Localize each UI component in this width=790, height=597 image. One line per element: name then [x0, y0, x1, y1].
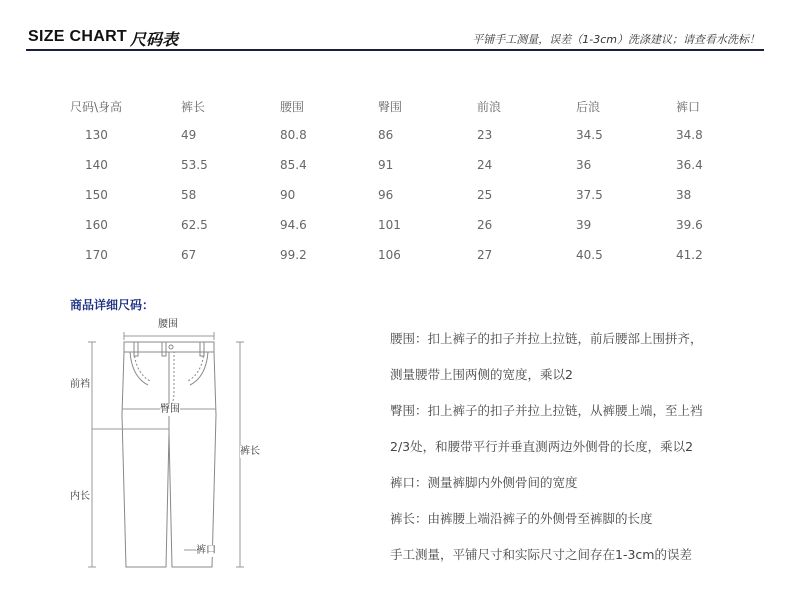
- length-label: 裤长: [240, 446, 260, 457]
- measurement-descriptions: [390, 330, 703, 582]
- table-cell: 26: [477, 218, 493, 232]
- detail-size-heading: 商品详细尺码：: [70, 298, 155, 312]
- pants-illustration: [68, 315, 268, 577]
- column-header: 后浪: [576, 99, 601, 114]
- column-header: 腰围: [280, 99, 305, 114]
- table-cell: 130: [85, 128, 108, 142]
- table-cell: 91: [378, 158, 394, 172]
- table-cell: 24: [477, 158, 493, 172]
- size-table: [70, 92, 736, 270]
- inseam-label: 内长: [70, 491, 90, 502]
- table-cell: 23: [477, 128, 493, 142]
- table-cell: 27: [477, 248, 493, 262]
- table-cell: 86: [378, 128, 394, 142]
- hem-label: 裤口: [196, 545, 216, 556]
- table-cell: 94.6: [280, 218, 307, 232]
- table-cell: 99.2: [280, 248, 307, 262]
- table-row: [70, 150, 736, 180]
- table-cell: 34.5: [576, 128, 603, 142]
- table-cell: 41.2: [676, 248, 703, 262]
- size-chart-title-cn: 尺码表: [130, 30, 179, 49]
- header: [26, 25, 764, 51]
- table-cell: 80.8: [280, 128, 307, 142]
- table-cell: 39.6: [676, 218, 703, 232]
- table-cell: 49: [181, 128, 197, 142]
- table-cell: 38: [676, 188, 692, 202]
- measurement-note: 平铺手工测量，误差（1-3cm）洗涤建议；请查看水洗标！: [472, 33, 760, 46]
- waist-label: 腰围: [158, 319, 178, 330]
- column-header: 尺码\身高: [70, 99, 123, 114]
- table-cell: 170: [85, 248, 108, 262]
- table-cell: 37.5: [576, 188, 603, 202]
- table-header-row: [70, 92, 736, 120]
- hip-label: 臀围: [160, 404, 180, 415]
- table-cell: 106: [378, 248, 401, 262]
- table-row: [70, 120, 736, 150]
- table-cell: 36.4: [676, 158, 703, 172]
- table-cell: 39: [576, 218, 592, 232]
- description-line: 腰围：扣上裤子的扣子并拉上拉链，前后腰部上围拼齐，: [390, 331, 703, 346]
- table-cell: 58: [181, 188, 197, 202]
- description-line: 裤长：由裤腰上端沿裤子的外侧骨至裤脚的长度: [390, 511, 653, 526]
- table-cell: 25: [477, 188, 493, 202]
- table-cell: 53.5: [181, 158, 208, 172]
- pants-measurement-diagram: [68, 315, 268, 577]
- table-cell: 36: [576, 158, 592, 172]
- table-row: [70, 180, 736, 210]
- table-cell: 67: [181, 248, 197, 262]
- description-line: 2/3处，和腰带平行并垂直测两边外侧骨的长度，乘以2: [390, 439, 694, 454]
- description-line: 测量腰带上围两侧的宽度，乘以2: [390, 367, 573, 382]
- table-cell: 150: [85, 188, 108, 202]
- table-row: [70, 210, 736, 240]
- header-divider: [26, 49, 764, 51]
- column-header: 臀围: [378, 99, 403, 114]
- table-cell: 34.8: [676, 128, 703, 142]
- table-cell: 62.5: [181, 218, 208, 232]
- description-line: 手工测量，平铺尺寸和实际尺寸之间存在1-3cm的误差: [390, 547, 692, 562]
- front-rise-label: 前裆: [70, 379, 90, 390]
- description-line: 裤口：测量裤脚内外侧骨间的宽度: [390, 475, 578, 490]
- description-line: 臀围：扣上裤子的扣子并拉上拉链，从裤腰上端，至上裆: [390, 403, 703, 418]
- table-cell: 90: [280, 188, 296, 202]
- table-cell: 40.5: [576, 248, 603, 262]
- size-chart-title: SIZE CHART: [28, 28, 127, 45]
- table-cell: 160: [85, 218, 108, 232]
- table-cell: 101: [378, 218, 401, 232]
- table-cell: 85.4: [280, 158, 307, 172]
- table-cell: 140: [85, 158, 108, 172]
- table-row: [70, 240, 736, 270]
- table-cell: 96: [378, 188, 394, 202]
- column-header: 裤口: [676, 99, 701, 114]
- column-header: 裤长: [181, 99, 206, 114]
- column-header: 前浪: [477, 99, 502, 114]
